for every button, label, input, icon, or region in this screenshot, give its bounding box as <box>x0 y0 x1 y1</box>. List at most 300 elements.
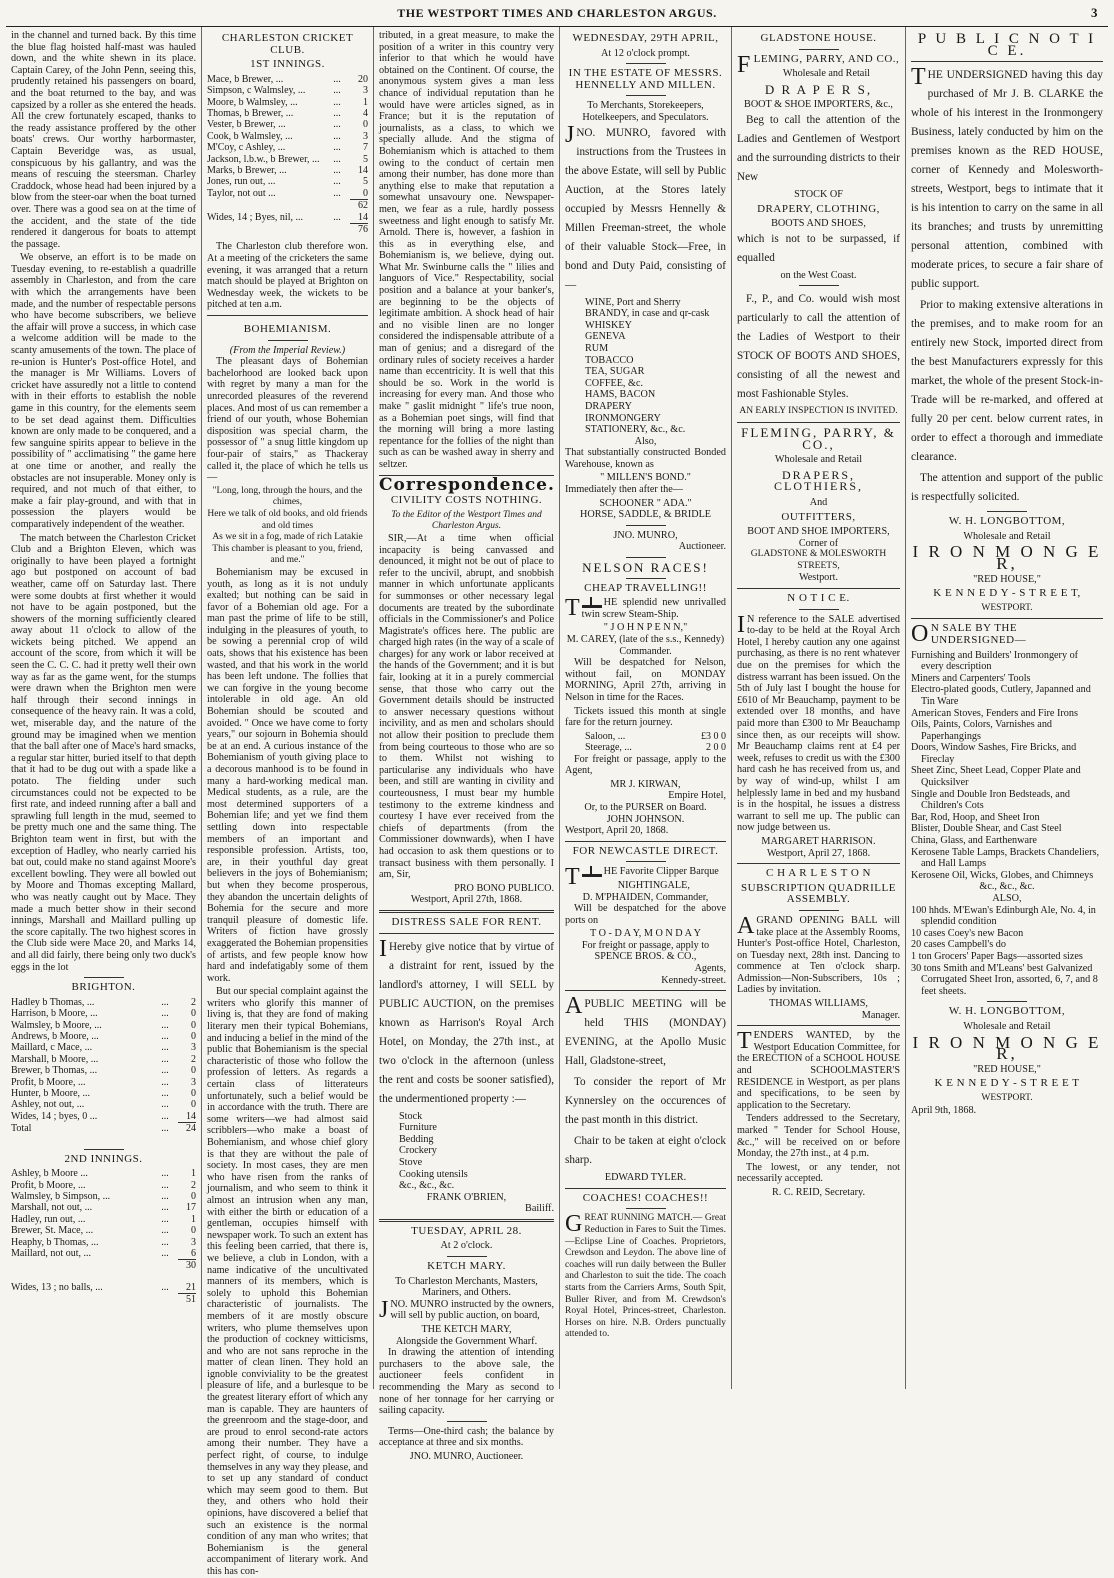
fare-label: Steerage, ... <box>585 742 632 754</box>
list-item: 30 tons Smith and M'Leans' best Galvanized Corrugated Sheet Iron, assorted, 6, 7, and 8 feet sheets. <box>911 962 1098 997</box>
dropcap: A <box>737 912 755 939</box>
public-notice-heading: P U B L I C N O T I C E. <box>917 31 1097 59</box>
divider <box>737 863 900 864</box>
score-row <box>11 1008 196 1019</box>
steamer-dateline: Westport, April 20, 1868. <box>565 825 669 837</box>
purser-name: JOHN JOHNSON. <box>606 813 685 825</box>
clipper-text: T HE Favorite Clipper Barque <box>565 864 719 891</box>
immediately: Immediately then after the— <box>565 484 683 496</box>
divider <box>207 315 368 316</box>
article-paragraph: We observe, an effort is to be made on Tuesday evening, to re-establish a quadrille assembly in Charleston, and from the care with which the arrangements have been made, and the number of respectable persons who have become subscribers, we believe the affair will prove a success, in which case a welcome addition will be made to the scanty amusements of the town. The place of re-union is Hunter's Post-office Hotel, and the manager is Mr Williams. Lovers of cricket have assuredly not a little to contend with in their efforts to establish the noble game in this country, for the elements seem to be set dead against them. Difficulties known are only made to be conquered, and a few sanguine spirits appear to believe in the possibility of " acclimatising " the game here at one time or another, and really the obstacles are not insuperable. Money only is required, and not much of that either, to make a fair play-ground, and with that in possession the players would be comparatively independent of the weather. <box>11 252 196 530</box>
notice-date: April 9th, 1868. <box>911 1104 977 1116</box>
score-value: 0 <box>191 1099 196 1111</box>
verse-line: "Long, long, through the hours, and the chimes, <box>212 485 363 508</box>
score-value: 0 <box>363 119 368 131</box>
column-6 <box>906 27 1108 1389</box>
score-label: Marshall, b Moore, ... <box>11 1053 99 1065</box>
column-2 <box>202 27 374 1577</box>
fare-label: Saloon, ... <box>585 730 626 742</box>
score-dots: ... <box>161 996 169 1008</box>
list-item: HAMS, BACON <box>585 389 656 401</box>
divider <box>565 841 726 842</box>
score-label: Thomas, b Brewer, ... <box>207 108 294 119</box>
purser-text: Or, to the PURSER on Board. <box>584 801 707 813</box>
column-5 <box>732 27 906 1389</box>
score-value: 3 <box>191 1042 196 1054</box>
freight-text: For freight or passage, apply to the Agent, <box>565 753 726 777</box>
score-dots: ... <box>161 1008 169 1020</box>
score-row <box>11 1099 196 1110</box>
attention-text: The attention and support of the public is respectfully solicited. <box>911 472 1103 504</box>
score-value: 24 <box>178 1123 196 1135</box>
estate-items <box>565 297 726 436</box>
score-value: 1 <box>363 96 368 108</box>
score-label: Wides, 14 ; byes, 0 ... <box>11 1110 98 1122</box>
extra-goods-list <box>911 905 1103 998</box>
score-label: Walmsley, b Simpson, ... <box>11 1190 111 1202</box>
coaches-text: GREAT RUNNING MATCH.— Great Reduction in Fares to Suit the Times.—Eclipse Line of Coaches. Proprietors, Crewdson and Leydon. The above line of coaches will run daily between the Buller and Charleston to suit the tide. The coach starts from the Carriers Arms, South Spit, Buller River, and from M. Crewdson's Royal Hotel, Princes-street, Charleston. Horses on hire. N.B. Orders punctually attended to. <box>565 1211 726 1340</box>
list-item: RUM <box>585 342 609 354</box>
dropcap: J <box>565 121 575 148</box>
divider <box>626 557 666 558</box>
score-dots: ... <box>161 1087 169 1099</box>
dropcap: G <box>565 1211 583 1238</box>
surpassed-text: which is not to be surpassed, if equalled <box>737 232 900 264</box>
longbottom-name: W. H. LONGBOTTOM, <box>948 515 1066 528</box>
bailiff-title: Bailiff. <box>525 1203 554 1215</box>
divider <box>565 1188 726 1189</box>
column-1 <box>6 27 202 1389</box>
list-item: &c., &c., &c. <box>399 1180 455 1192</box>
score-label: Wides, 14 ; Byes, nil, ... <box>207 211 303 223</box>
clipper-agents: SPENCE BROS. & CO., <box>594 951 697 963</box>
public-meeting-chair: Chair to be taken at eight o'clock sharp. <box>565 1135 726 1167</box>
second-innings-total <box>11 1293 196 1305</box>
divider <box>447 1421 487 1422</box>
score-row <box>207 131 368 142</box>
clipper-name: NIGHTINGALE, <box>617 879 690 891</box>
score-row <box>11 1077 196 1088</box>
score-label: Brewer, b Thomas, ... <box>11 1065 98 1077</box>
estate-also: Also, <box>634 435 657 447</box>
goods-etc: &c., &c., &c. <box>979 881 1035 893</box>
list-item: Bar, Rod, Hoop, and Sheet Iron <box>911 811 1040 823</box>
sale-heading: O N SALE BY THE UNDERSIGNED— <box>911 621 1027 648</box>
score-row <box>11 1031 196 1042</box>
list-item: Sheet Zinc, Sheet Lead, Copper Plate and Quicksilver <box>911 765 1081 789</box>
score-dots: ... <box>333 176 341 188</box>
tuesday-time: At 2 o'clock. <box>440 1240 493 1252</box>
list-item: Oils, Paints, Colors, Varnishes and Paperhangings <box>911 719 1053 742</box>
score-dots: ... <box>333 85 341 97</box>
tenders-text: TENDERS WANTED, by the Westport Education Committee, for the ERECTION of a SCHOOL HOUSE and SCHOOLMASTER'S RESIDENCE in Westport, as per plans and specifications, to be seen by application to the Secretary. <box>737 1028 900 1111</box>
harrison-date: Westport, April 27, 1868. <box>766 847 871 859</box>
score-value: 0 <box>191 1225 196 1237</box>
ball-manager-name: THOMAS WILLIAMS, <box>769 998 868 1010</box>
agent-name: MR J. KIRWAN, <box>610 778 681 790</box>
ketch-text: JNO. MUNRO instructed by the owners, will sell by public auction, on board, <box>379 1296 554 1323</box>
score-label: Moore, b Walmsley, ... <box>207 96 298 108</box>
red-house-label: "RED HOUSE," <box>973 573 1041 585</box>
score-dots: ... <box>333 142 341 154</box>
divider <box>626 578 666 579</box>
ironmonger-label: I R O N M O N G E R, <box>912 542 1102 573</box>
list-item: TOBACCO <box>585 354 634 366</box>
letter-signature: PRO BONO PUBLICO. <box>454 882 554 894</box>
divider <box>626 525 666 526</box>
score-row <box>207 188 368 199</box>
score-row <box>11 1237 196 1248</box>
agent-hotel: Empire Hotel, <box>668 790 726 802</box>
newcastle-heading: FOR NEWCASTLE DIRECT. <box>572 844 719 857</box>
second-innings-table <box>11 1168 196 1259</box>
list-item: Furnishing and Builders' Ironmongery of every description <box>911 649 1079 673</box>
wednesday-time: At 12 o'clock prompt. <box>601 47 690 59</box>
fare-value: 2 0 0 <box>706 742 726 754</box>
westport-label: WESTPORT. <box>981 602 1033 613</box>
list-item: Kerosene Oil, Wicks, Globes, and Chimneys <box>911 869 1094 881</box>
divider <box>379 933 554 934</box>
divider <box>84 977 124 978</box>
despatch-text: Will be despatched for Nelson, without fail, on MONDAY MORNING, April 27th, arriving in Nelson in time for the Races. <box>565 657 726 703</box>
first-innings-subtotal <box>207 199 368 211</box>
ship-commander: M. CAREY, (late of the s.s., Kennedy) Commander. <box>566 634 725 657</box>
divider <box>911 618 1103 619</box>
letter-body: SIR,—At a time when official incapacity is being canvassed and denounced, it might not be out of place to refer to the uncivil, abrupt, and snobbish manner in which unfortunate applicants for summonses or other necessary legal documents are treated by the subordinate officials in the Commissioner's and Police Magistrate's offices here. The public are charged high rates (in the way of a scale of charges) for any work or labor received at the hands of the Government; and it is but fair, looking at it in a purely commercial sense, that those who carry out the Government details should be instructed to answer necessary questions without incivility, and as men and scholars should not allow their position to preclude them from being courteous to those who are so to them. Whilst not wishing to particularise any individuals who have been, and still are wanting in civility and courteousness, I must bear my humble testimony to the extreme kindness and courtesy I have ever received from the chiefs of departments (from the Commissioner downwards), when I have had occasion to ask them questions or to transact business with them personally. I am, Sir, <box>379 532 554 881</box>
score-dots: ... <box>161 1019 169 1031</box>
score-value: 17 <box>186 1202 196 1214</box>
score-row <box>11 1248 196 1259</box>
article-paragraph: tributed, in a great measure, to make the position of a writer in this country very inferior to that which he would have obtained on the Continent. Of course, the anonymous system gives a man less chance of individual reputation than he would have were articles signed, as in France; but it is the reputation of journalists, as a class, to which we specially allude. And the stigma of Bohemianism which is attached to them owing to the conduct of certain men among their number, has done more than anything else to make that reputation a somewhat unsavoury one. Newspaper-men, we fear as a rule, hardly possess sweetness and light enough to satisfy Mr. Arnold. There is, however, a fashion in this as in everything else, and Bohemianism is, we believe, dying out. What Mr. Swinburne calls the " lilies and languors of Vice." Respectability, social position and a balance at your banker's, are beginning to be the objects of legitimate ambition. A shock head of hair and no visible linen are no longer considered the indispensable attribute of a man of genius; and a disregard of the ordinary rules of society receives a harder name than eccentricity. It is well that this should be so. Work in the world is increasing for every man. And those who make " gaslit midnight " life's true noon, as a Bohemian poet sings, will find that the morning will bring a more lasting repentance for the follies of the night than such as can be washed away in sherry and seltzer. <box>379 30 554 470</box>
wednesday-heading: WEDNESDAY, 29TH APRIL, <box>572 32 719 44</box>
and-label: And <box>809 496 828 508</box>
ketch-heading: KETCH MARY. <box>427 1260 506 1273</box>
fleming-name-2: FLEMING, PARRY, & CO., <box>741 424 896 452</box>
distress-items <box>379 1111 554 1192</box>
notice-heading: N O T I C E. <box>787 592 850 605</box>
westport-label-2: WESTPORT. <box>981 1092 1033 1103</box>
score-dots: ... <box>161 1179 169 1191</box>
score-value: 20 <box>358 73 368 85</box>
article-paragraph: The match between the Charleston Cricket Club and a Brighton Eleven, which was originally to have been played a fortnight ago but postponed on account of bad weather, came off on Saturday last. There were some doubts at first whether it would not have to be again postponed, but the showers of the morning sufficiently cleared away about 11 o'clock to allow of the wickets being pitched. We append an account of the score, from which it will be seen the C. C. C. had it pretty well their own way as far as the game went, for the stumps were drawn when the Brighton men were half through their second innings in consequence of the heavy rain. It was a cold, wet, miserable day, and the nature of the ground may be imagined when we mention that the ball after one of Mace's hard smacks, a regular star hitter, buried itself to that depth that it had to be dug out with a spade like a potato. The fielding under such circumstances could not be expected to be first rate, and indeed running after a ball and sprawling full length in the mud, seemed to be pretty much one and the same thing. The Brighton team went in first, but with the exception of Hadley, who nearly carried his bat out, could make no stand against Moore's excellent bowling. They were all bowled out by Moore and Thomas excepting Mallard, who was neatly caught out by Mace. They made a much better show in their second innings, Marshall and Maillard pulling up the score capitally. The two highest scores in the Club side were Mace 20, and Marks 14, and all did fairly, there being only two duck's eggs in the lot <box>11 532 196 973</box>
score-dots: ... <box>333 153 341 165</box>
masthead-title: THE WESTPORT TIMES AND CHARLESTON ARGUS. <box>397 5 717 20</box>
score-value: 3 <box>191 1236 196 1248</box>
clipper-commander: D. M'PHAIDEN, Commander, <box>582 891 709 903</box>
article-paragraph: Bohemianism may be excused in youth, as long as it is not unduly exalted; but nothing can be said in favor of a Bohemian old age. For a man past the prime of life to be still, indulging in the pleasures of youth, to be sowing a perennial crop of wild oats, shows that his existence has been wasted, and that his work in the world has been left undone. The follies that we can forgive in the young become intolerable in old age. An old Bohemian should be scouted and avoided. " Once we have come to forty years," our sojourn in Bohemia should be at an end. A curious instance of the Bohemianism of youth giving place to a decorous manhood is to be found in many a hard-working medical man. Medical students, as a rule, are the most determined supporters of a Bohemian life; and yet we find them settling down into respectable members of an important and responsible profession. Artists, too, are, in their youthful day great believers in the joys of Bohemianism; but when they become prosperous, they abandon the uncertain delights of Bohemia for the secure and more tranquil pleasure of domestic life. Writers of fiction have grossly exaggerated the Bohemian propensities of artists, and few people know how hard and indefatigably some of them work. <box>207 566 368 984</box>
quadrille-heading: SUBSCRIPTION QUADRILLE ASSEMBLY. <box>741 881 896 906</box>
score-label: Simpson, c Walmsley, ... <box>207 85 306 97</box>
goods-list <box>911 650 1103 882</box>
divider <box>737 1025 900 1026</box>
score-dots: ... <box>333 96 341 108</box>
list-item: Stove <box>399 1156 423 1168</box>
score-value: 0 <box>191 1087 196 1099</box>
list-item: Furniture <box>399 1122 437 1134</box>
score-dots: ... <box>161 1213 169 1225</box>
article-source: (From the Imperial Review.) <box>229 344 346 356</box>
list-item: American Stoves, Fenders and Fire Irons <box>911 707 1078 719</box>
score-label: Mace, b Brewer, ... <box>207 73 284 85</box>
drapers-clothiers: DRAPERS, CLOTHIERS, <box>774 467 863 494</box>
score-label: Profit, b Moore, ... <box>11 1076 86 1088</box>
red-house-label-2: "RED HOUSE," <box>973 1063 1041 1075</box>
article-paragraph: The pleasant days of Bohemian bachelorhood are looked back upon with regret by many a man for the unrecorded pleasures of the reverend places. And most of us can remember a friend of our youth, whose Bohemian disposition was special charm, the possessor of " a snug little kingdom up four-pair of stairs," as Thackeray called it, the place of which he tells us— <box>207 356 368 484</box>
score-row <box>207 97 368 108</box>
tickets-text: Tickets issued this month at single fare for the return journey. <box>565 705 726 729</box>
score-row <box>207 154 368 165</box>
fares-table <box>565 731 726 754</box>
first-innings-total <box>207 223 368 235</box>
public-meeting-consider: To consider the report of Mr Kynnersley on the occurences of the past month in this district. <box>565 1076 726 1127</box>
score-row <box>207 142 368 153</box>
harrison-name: MARGARET HARRISON. <box>761 835 876 847</box>
score-value: 30 <box>178 1260 196 1272</box>
wholesale-label: Wholesale and Retail <box>963 530 1051 542</box>
boot-label: BOOT & SHOE IMPORTERS, &c., <box>744 99 893 111</box>
score-label: Total <box>11 1122 32 1134</box>
score-label: Marks, b Brewer, ... <box>207 165 287 177</box>
clipper-freight: For freight or passage, apply to <box>581 939 710 951</box>
score-value: 21 <box>186 1281 196 1293</box>
score-dots: ... <box>161 1042 169 1054</box>
clipper-today: T O - D A Y, M O N D A Y <box>590 928 701 940</box>
score-value: 62 <box>350 200 368 212</box>
divider <box>911 61 1103 62</box>
ship-icon <box>582 598 602 608</box>
goods-also: ALSO, <box>992 893 1022 904</box>
score-row <box>11 1111 196 1122</box>
score-value: 0 <box>191 1008 196 1020</box>
estate-heading: IN THE ESTATE OF MESSRS. HENNELLY AND MILLEN. <box>568 67 723 91</box>
brighton-score-table <box>11 997 196 1122</box>
list-item: 1 ton Grocers' Paper Bags—assorted sizes <box>911 950 1083 962</box>
list-item: WHISKEY <box>585 319 632 331</box>
score-value: 0 <box>191 1190 196 1202</box>
divider <box>799 609 839 610</box>
score-dots: ... <box>161 1202 169 1214</box>
clipper-despatch: Will be despatched for the above ports on <box>565 903 726 926</box>
score-label: Hunter, b Moore, ... <box>11 1087 91 1099</box>
nelson-races-heading: NELSON RACES! <box>582 560 709 576</box>
score-row <box>207 85 368 96</box>
score-dots: ... <box>161 1190 169 1202</box>
score-row <box>207 176 368 187</box>
score-value: 7 <box>363 142 368 154</box>
masthead <box>6 0 1108 27</box>
public-meeting-text: APUBLIC MEETING will be held THIS (MONDAY) EVENING, at the Apollo Music Hall, Gladstone-street, <box>565 993 726 1068</box>
meeting-signer: EDWARD TYLER. <box>604 1172 687 1184</box>
score-value: 6 <box>191 1248 196 1259</box>
estate-text: JNO. MUNRO, favored with instructions from the Trustees in the above Estate, will sell by Public Auction, at the Stores lately occupied by Messrs Hennelly & Millen Freeman-street, the whole of their valuable Stock—Free, in bond and Duty Paid, consisting of— <box>565 121 726 291</box>
first-innings-table <box>207 74 368 199</box>
auctioneer-name: JNO. MUNRO, <box>613 529 678 541</box>
schooner: SCHOONER " ADA." <box>599 497 692 509</box>
ketch-terms: Terms—One-third cash; the balance by acceptance at three and six months. <box>379 1425 554 1449</box>
list-item: 20 cases Campbell's do <box>911 939 1006 951</box>
outfitters: OUTFITTERS, <box>781 510 856 523</box>
list-item: Doors, Window Sashes, Fire Bricks, and Fireclay <box>911 742 1077 765</box>
fpc-text: F., P., and Co. would wish most particularly to call the attention of the Ladies of Westport to their STOCK OF BOOTS AND SHOES, consisting of all the newest and most Fashionable Styles. <box>737 293 900 401</box>
list-item: TEA, SUGAR <box>585 366 645 378</box>
cheap-travelling-heading: CHEAP TRAVELLING!! <box>584 581 707 594</box>
score-dots: ... <box>161 1099 169 1111</box>
column-3 <box>374 27 560 1462</box>
list-item: Crockery <box>399 1145 437 1157</box>
score-dots: ... <box>161 1225 169 1237</box>
ironmonger-label-2: I R O N M O N G E R, <box>912 1032 1102 1064</box>
list-item: COFFEE, &c. <box>585 377 644 389</box>
estate-to: To Merchants, Storekeepers, Hotelkeepers, and Speculators. <box>582 100 709 123</box>
divider <box>626 861 666 862</box>
letter-address: To the Editor of the Westport Times and Charleston Argus. <box>391 509 542 532</box>
dropcap: T <box>911 64 926 91</box>
score-dots: ... <box>161 1030 169 1042</box>
warehouse-text: That substantially constructed Bonded Warehouse, known as <box>565 447 726 470</box>
second-innings-heading: 2ND INNINGS. <box>64 1152 143 1165</box>
list-item: Blister, Double Shear, and Cast Steel <box>911 823 1062 835</box>
divider <box>987 511 1027 512</box>
score-row <box>207 108 368 119</box>
ketch-wharf: Alongside the Government Wharf. <box>395 1335 538 1347</box>
longbottom-name-2: W. H. LONGBOTTOM, <box>948 1005 1066 1018</box>
score-label: M'Coy, c Ashley, ... <box>207 142 286 154</box>
dropcap: I <box>737 611 745 638</box>
dropcap: T <box>565 595 580 622</box>
score-value: 1 <box>191 1213 196 1225</box>
dropcap: T <box>737 1028 752 1055</box>
score-value: 3 <box>363 85 368 97</box>
list-item: IRONMONGERY <box>585 412 661 424</box>
score-row <box>207 119 368 130</box>
tenders-text-2: Tenders addressed to the Secretary, marked " Tender for School House, &c.," will be received on or before Monday, the 27th inst., at 4 p.m. <box>737 1113 900 1160</box>
tenders-text-3: The lowest, or any tender, not necessarily accepted. <box>737 1161 900 1185</box>
ship-icon <box>582 867 602 877</box>
divider <box>737 588 900 589</box>
letter-dateline: Westport, April 27th, 1868. <box>410 894 523 906</box>
correspondence-heading: Correspondence. <box>379 474 555 495</box>
prior-text: Prior to making extensive alterations in the premises, and to make room for an entirely new Stock, imported direct from the best Manufacturers expressly for this market, the whole of the present Stock-in-Trade will be re-marked, and offered at fully 20 per cent. below current rates, in order to effect a thorough and immediate clearance. <box>911 299 1104 464</box>
divider <box>626 1208 666 1209</box>
score-row <box>11 1042 196 1053</box>
first-innings-wides: Wides, 14 ; Byes, nil, ... ... 14 <box>207 211 368 223</box>
score-row <box>11 1202 196 1213</box>
dropcap: F <box>737 51 751 78</box>
score-row <box>11 1180 196 1191</box>
bailiff-name: FRANK O'BRIEN, <box>426 1191 507 1203</box>
cricket-club-heading: CHARLESTON CRICKET CLUB. <box>221 32 354 56</box>
list-item: China, Glass, and Earthenware <box>911 835 1037 847</box>
ketch-signer: JNO. MUNRO, Auctioneer. <box>409 1450 524 1462</box>
brighton-total: Total ... 24 <box>11 1122 196 1135</box>
clipper-street: Kennedy-street. <box>661 974 726 986</box>
article-paragraph: But our special complaint against the writers who glorify this manner of living is, that they are fond of making literary men their typical Bohemians, and inducing a belief in the mind of the public that Bohemianism is the special characteristic of those who follow the profession of letters. As regards a certain class of litterateurs unfortunately, such a belief would be in accordance with the truth. There are some writers—we had almost said scribblers—who make a boast of Bohemianism, and whose chief glory is that they are without the pale of society. In most cases, they are men who have risen from the ranks of journalism, and who seem to think it almost an intrusion when any man, with either the birth or education of a gentleman, occupies himself with newspaper work. To such an extent has this feeling been carried, that there is, we believe, a club in London, with a name indicative of the uncultivated manners of its members, which is solely to uphold this Bohemian characteristic of journalists. The members of it are mostly obscure writers, who plume themselves upon the production of cockney witticisms, and who are not sans reproche in the matter of clean linen. They hold an ignoble conviviality to be the greatest pleasure of life, and a burlesque to be the greatest literary effort of which any man is capable. They are haunters of the greenroom and the stage-door, and are proud to enrol second-rate actors among their number. They have a perfect right, of course, to indulge themselves in any way they please, and to set up any standard of conduct which may seem good to them. But they, and others who hold their opinions, have discovered a belief that such an existence is the normal condition of any man who writes; that Bohemianism is the general accompaniment of literary work. And this has con- <box>207 986 368 1577</box>
kennedy-street-label-2: K E N N E D Y - S T R E E T <box>934 1077 1080 1090</box>
divider <box>987 1001 1027 1002</box>
dropcap: J <box>379 1296 389 1323</box>
score-value: 14 <box>358 165 368 177</box>
score-row <box>11 1020 196 1031</box>
second-innings-wides: Wides, 13 ; no balls, ... ... 21 <box>11 1281 196 1293</box>
list-item: WINE, Port and Sherry <box>585 296 681 308</box>
divider <box>84 1149 124 1150</box>
dropcap: T <box>565 864 580 891</box>
score-label: Vester, b Brewer, ... <box>207 119 286 131</box>
score-label: Jones, run out, ... <box>207 176 276 188</box>
score-label: Maillard, c Mace, ... <box>11 1042 93 1054</box>
inspection-text: AN EARLY INSPECTION IS INVITED. <box>739 406 898 417</box>
list-item: BRANDY, in case and qr-cask <box>585 308 710 320</box>
wholesale-label: Wholesale and Retail <box>782 68 870 80</box>
divider <box>626 95 666 96</box>
score-value: 0 <box>191 1019 196 1031</box>
score-label: Ashley, not out, ... <box>11 1099 85 1111</box>
score-label: Jackson, l.b.w., b Brewer, ... <box>207 153 320 165</box>
score-value: 3 <box>363 130 368 142</box>
divider <box>799 49 839 50</box>
first-innings-heading: 1ST INNINGS. <box>250 58 325 71</box>
score-dots: ... <box>333 165 341 177</box>
score-dots: ... <box>333 130 341 142</box>
list-item: GENEVA <box>585 331 626 343</box>
drapery-clothing: DRAPERY, CLOTHING, <box>757 202 880 215</box>
bohemianism-heading: BOHEMIANISM. <box>243 323 332 336</box>
auctioneer-title: Auctioneer. <box>678 541 726 553</box>
score-row <box>207 74 368 85</box>
score-value: 2 <box>191 1053 196 1065</box>
dropcap: I <box>379 935 387 962</box>
score-label: Walmsley, b Moore, ... <box>11 1019 102 1031</box>
list-item: 100 hhds. M'Ewan's Edinburgh Ale, No. 4, in splendid condition <box>911 904 1096 928</box>
distress-sale-text: I Hereby give notice that by virtue of a distraint for rent, issued by the landlord's attorney, I will SELL by PUBLIC AUCTION, on the premises known as Harrison's Royal Arch Hotel, on Monday, the 27th inst., at two o'clock in the afternoon (unless the rent and costs be sooner satisfied), the undermentioned property :— <box>379 935 554 1105</box>
divider <box>799 910 839 911</box>
score-label: Hadley, run out, ... <box>11 1213 86 1225</box>
score-label: Profit, b Moore, ... <box>11 1179 86 1191</box>
list-item: Stock <box>399 1110 423 1122</box>
wholesale-label-2: Wholesale and Retail <box>963 1020 1051 1032</box>
article-paragraph: in the channel and turned back. By this time the blue flag hoisted half-mast was hauled down, and the white shewn in its place. Captain Carey, of the John Penn, seeing this, prudently retained his passengers on board, and the boat returned to the bay, and was capsized by a roller as she entered the heads. All the crew fortunately escaped, thanks to the ready assistance proffered by the other boats' crews. Our worthy harbormaster, Captain Beveridge was, as usual, conspicuous by his gallantry, and was the means of rescuing the steersman. Charley Craddock, whose head had been injured by a blow from the steer-oar when the boat turned over. There was a good sea on at the time of the accident, and the state of the tide rendered it dangerous for boats to attempt the passage. <box>11 30 196 250</box>
score-row <box>11 1088 196 1099</box>
score-dots: ... <box>161 1248 169 1259</box>
score-value: 0 <box>191 1065 196 1077</box>
score-value: 3 <box>191 1076 196 1088</box>
score-label: Heaphy, b Thomas, ... <box>11 1236 99 1248</box>
wholesale-label-2: Wholesale and Retail <box>774 454 863 466</box>
score-dots: ... <box>333 108 341 119</box>
score-label: Andrews, b Moore, ... <box>11 1030 99 1042</box>
score-dots: ... <box>161 1076 169 1088</box>
score-row <box>11 1214 196 1225</box>
divider <box>379 910 554 913</box>
fare-value: £3 0 0 <box>701 730 726 742</box>
article-paragraph: The Charleston club therefore won. At a meeting of the cricketers the same evening, it was arranged that a return match should be played at Brighton on Wednesday week, the wickets to be pitched at ten a.m. <box>207 241 368 311</box>
score-dots: ... <box>333 73 341 85</box>
civility-heading: CIVILITY COSTS NOTHING. <box>390 494 543 507</box>
streets-label: GLADSTONE & MOLESWORTH STREETS, <box>750 549 887 571</box>
ketch-to: To Charleston Merchants, Masters, Mariners, and Others. <box>395 1275 538 1299</box>
fleming-name: FLEMING, PARRY, AND CO., <box>737 51 900 78</box>
list-item: Electro-plated goods, Cutlery, Japanned and Tin Ware <box>911 684 1091 707</box>
score-row <box>11 1054 196 1065</box>
divider <box>565 990 726 991</box>
score-value: 2 <box>191 1179 196 1191</box>
harrison-notice: I N reference to the SALE advertised to-day to be held at the Royal Arch Hotel, I hereby caution any one against purchasing, as there is no rent whatever due on the premises for which the distress warrant has been issued. On the 5th of July last I bought the house for £610 of Mr Beauchamp, payment to be extended over 18 months, and have paid more than £300 to Mr Beauchamp since then, as our receipts will show. Mr Beauchamp claims rent at £4 per week, refuses to credit us with the £300 hard cash he has received from us, and by way of wind-up, whilst I am helplessly lame in bed and my husband is in the hospital, he issues a distress warrant to sell me up. The public can now judge between us. <box>737 611 900 834</box>
score-label: Hadley b Thomas, ... <box>11 996 95 1008</box>
clipper-agents-label: Agents, <box>694 963 726 975</box>
divider <box>379 1219 554 1222</box>
steamer-text: T HE splendid new unrivalled twin screw Steam-Ship. <box>565 595 726 622</box>
list-item: Bedding <box>399 1133 434 1145</box>
